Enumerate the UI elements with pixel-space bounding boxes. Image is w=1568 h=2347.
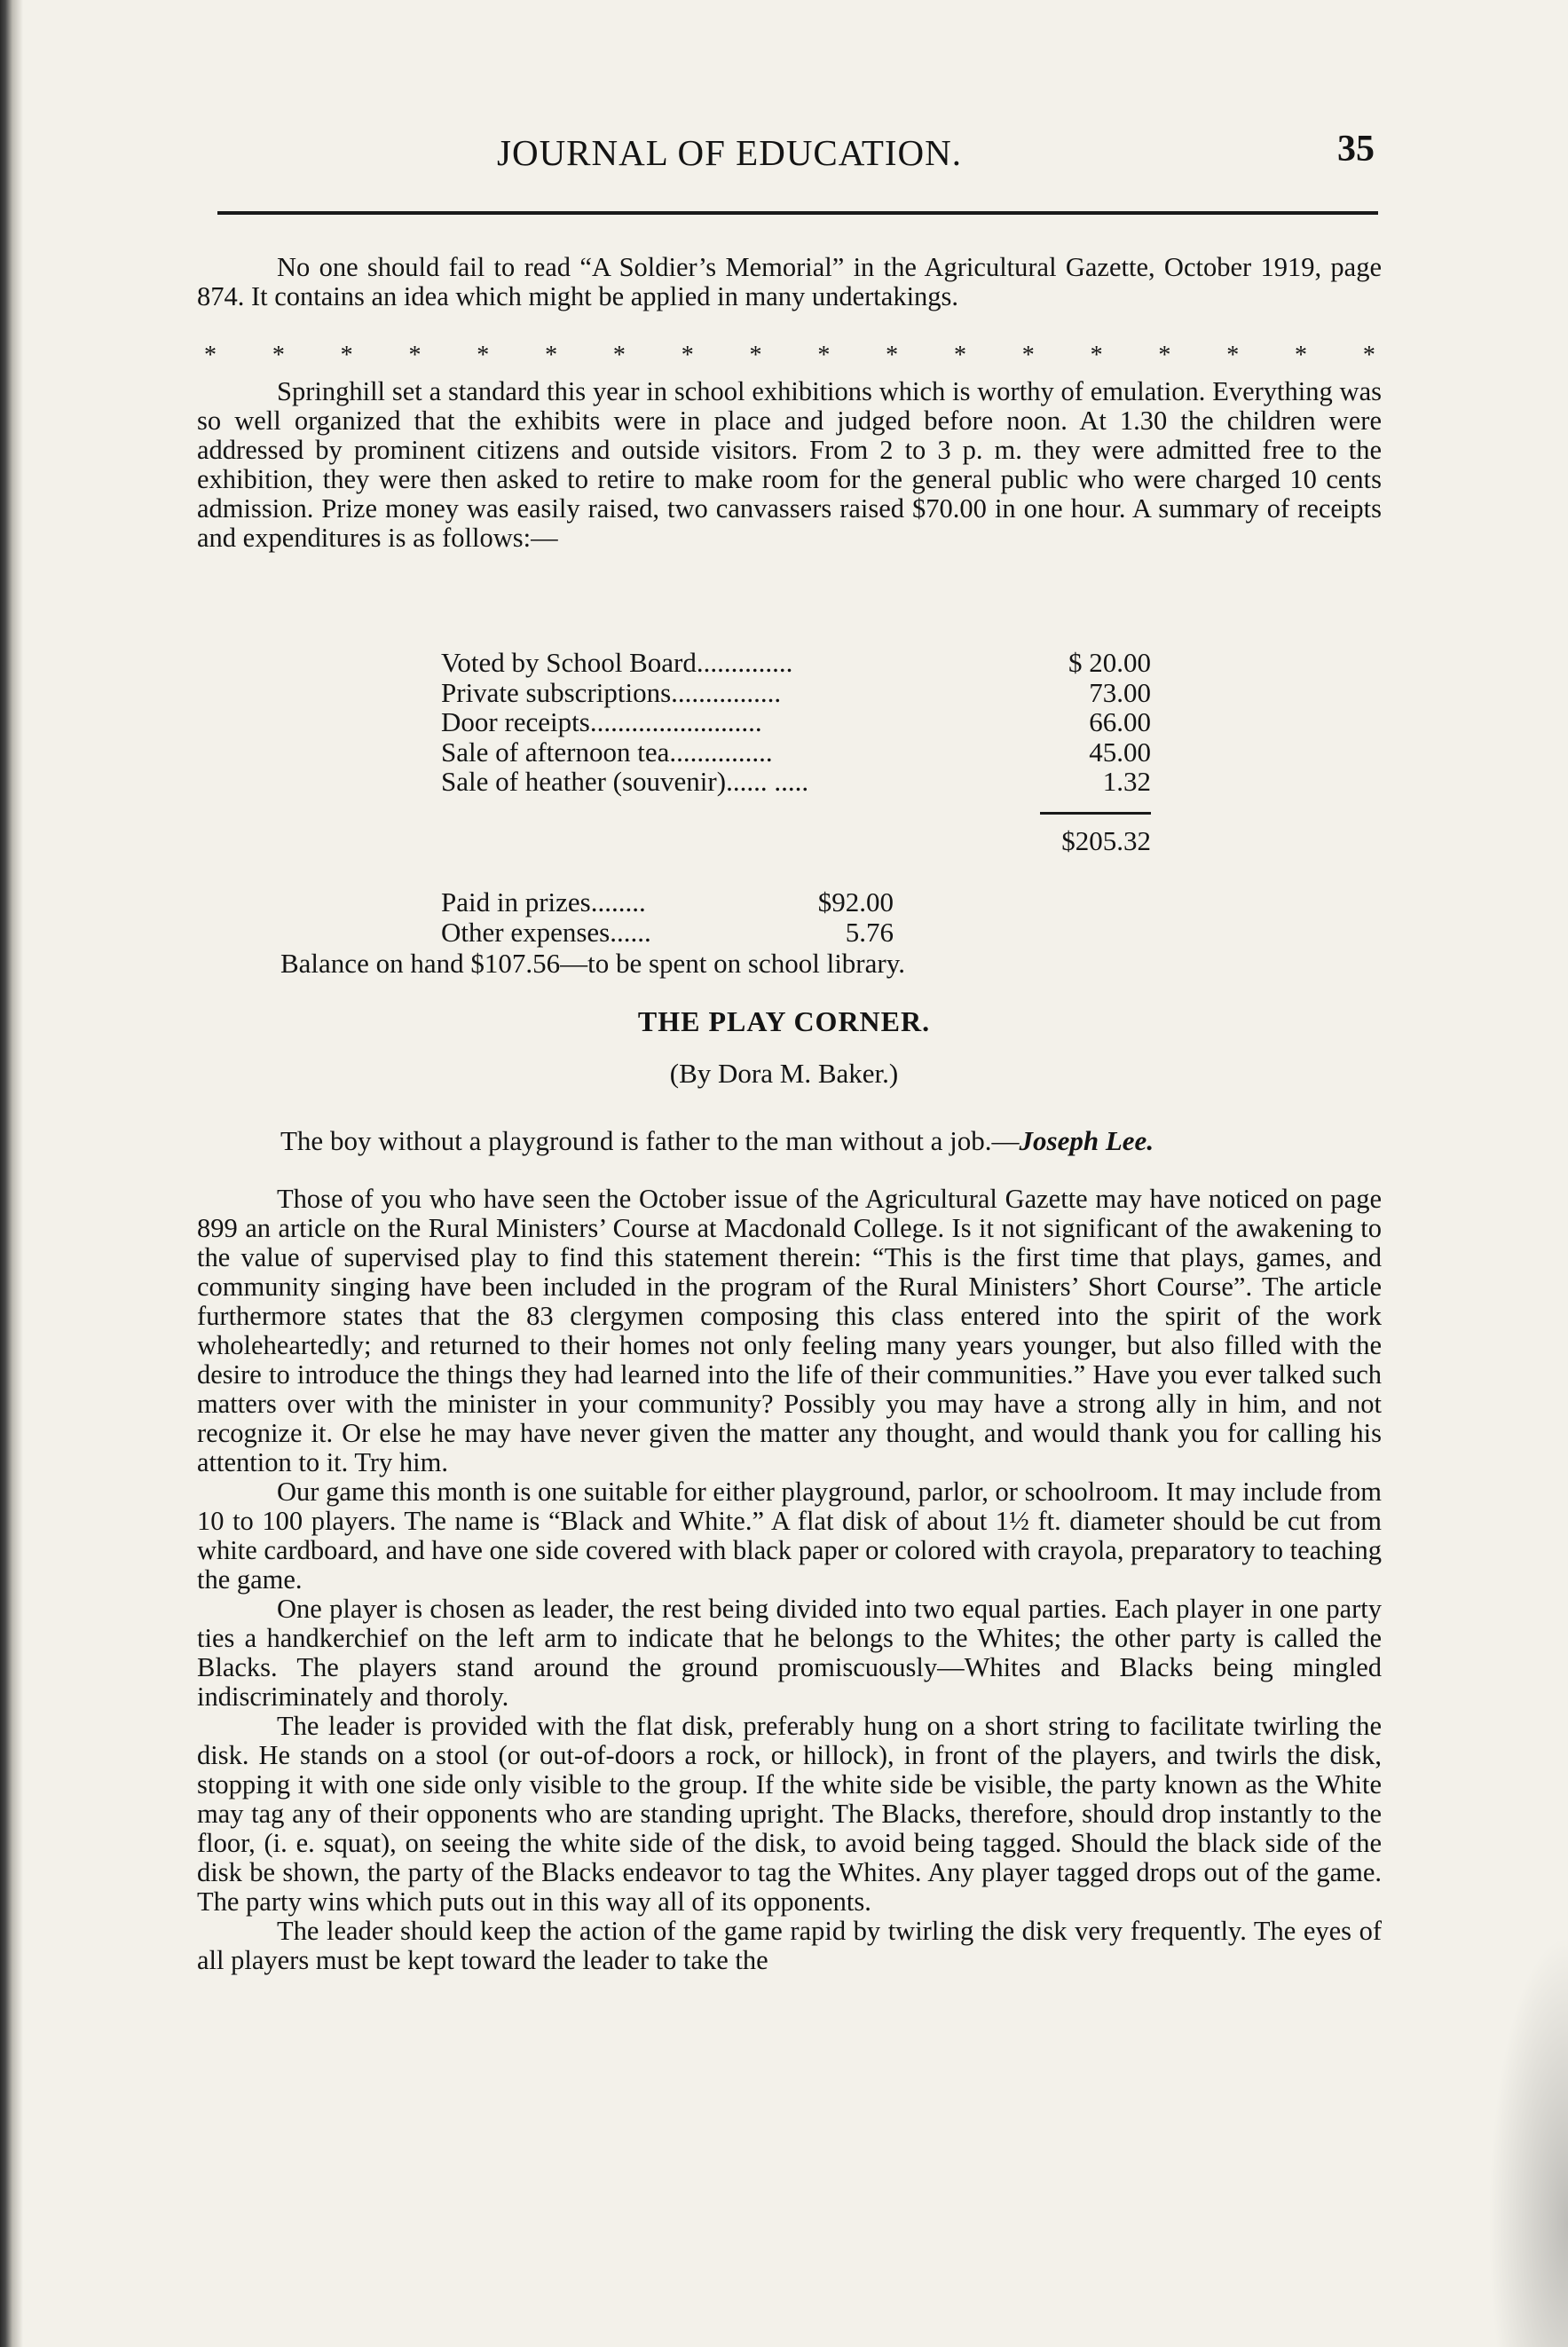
total-rule: [1040, 812, 1151, 815]
header-rule: [217, 211, 1378, 215]
receipt-amount: 73.00: [1089, 676, 1151, 708]
receipt-label: Door receipts.........................: [441, 706, 762, 737]
body-paragraph: The leader is provided with the flat disk, preferably hung on a short string to facilitate twirling the disk. He stands on a stool (or out-of-doors a rock, or hillock), in front of the players, and twirls the disk, stopping it with one side only visible to the group. If the white side be visible, the party known as the White may tag any of their opponents who are standing upright. The Blacks, therefore, should drop instantly to the floor, (i. e. squat), on seeing the white side of the disk, to avoid being tagged. Should the black side of the disk be shown, the party of the Blacks endeavor to tag the Whites. Any player tagged drops out of the game. The party wins which puts out in this way all of its opponents.: [197, 1711, 1382, 1917]
page-binding-edge: [0, 0, 23, 2347]
expenditure-row: [441, 918, 894, 948]
receipt-amount: $ 20.00: [1068, 647, 1151, 678]
asterisk: *: [204, 342, 217, 369]
asterisk: *: [545, 342, 558, 369]
receipt-amount: 66.00: [1089, 706, 1151, 737]
asterisk: *: [1295, 342, 1307, 369]
asterisk: *: [817, 342, 831, 369]
receipt-amount: 1.32: [1102, 766, 1151, 797]
receipt-row: [441, 767, 1151, 797]
expenditure-row: [441, 887, 894, 918]
play-corner-body: [197, 1185, 1382, 1975]
epigraph-text: The boy without a playground is father to the man without a job.—: [280, 1125, 1020, 1156]
receipt-row: [441, 737, 1151, 768]
asterisk: *: [1362, 342, 1375, 369]
springhill-section: [197, 377, 1382, 553]
receipt-row: [441, 707, 1151, 737]
asterisk: *: [340, 342, 353, 369]
receipt-label: Sale of afternoon tea...............: [441, 736, 773, 768]
springhill-paragraph: Springhill set a standard this year in school exhibitions which is worthy of emulation. Everything was so well organized that the exhibits were in place and judged before noon. At 1.30 the children were addressed by prominent citizens and outside visitors. From 2 to 3 p. m. they were admitted free to the exhibition, they were then asked to retire to make room for the general public who were charged 10 cents admission. Prize money was easily raised, two canvassers raised $70.00 in one hour. A summary of receipts and expenditures is as follows:—: [197, 376, 1382, 553]
running-header: JOURNAL OF EDUCATION.: [497, 132, 963, 173]
receipt-label: Sale of heather (souvenir)...... .....: [441, 766, 809, 797]
body-paragraph: Our game this month is one suitable for either playground, parlor, or schoolroom. It may include from 10 to 100 players. The name is “Black and White.” A flat disk of about 1½ ft. diameter should be cut from white cardboard, and have one side covered with black paper or colored with crayola, preparatory to teaching the game.: [197, 1477, 1382, 1595]
receipt-label: Voted by School Board..............: [441, 647, 793, 678]
receipt-amount: 45.00: [1089, 736, 1151, 768]
balance-line: Balance on hand $107.56—to be spent on school library.: [280, 948, 905, 979]
asterisk: *: [1158, 342, 1171, 369]
receipt-row: [441, 678, 1151, 708]
expenditure-label: Other expenses......: [441, 916, 651, 948]
epigraph-author: Joseph Lee.: [1019, 1125, 1154, 1156]
expenditures-table: [441, 887, 894, 947]
receipts-total: $205.32: [1061, 825, 1151, 856]
asterisk-separator: [204, 342, 1375, 370]
receipt-label: Private subscriptions................: [441, 676, 782, 708]
asterisk: *: [953, 342, 966, 369]
asterisk: *: [1090, 342, 1103, 369]
asterisk: *: [408, 342, 422, 369]
section-title: THE PLAY CORNER.: [637, 1005, 931, 1037]
asterisk: *: [886, 342, 899, 369]
receipt-row: [441, 648, 1151, 678]
page-number: 35: [1337, 129, 1375, 169]
intro-paragraph: No one should fail to read “A Soldier’s Memorial” in the Agricultural Gazette, October 1919, page 874. It contains an idea which might be applied in many undertakings.: [197, 252, 1382, 311]
asterisk: *: [612, 342, 626, 369]
asterisk: *: [477, 342, 490, 369]
expenditure-amount: 5.76: [845, 916, 894, 948]
expenditure-amount: $92.00: [817, 886, 894, 918]
intro-section: [197, 253, 1382, 311]
asterisk: *: [1226, 342, 1240, 369]
body-paragraph: Those of you who have seen the October issue of the Agricultural Gazette may have noticed on page 899 an article on the Rural Ministers’ Course at Macdonald College. Is it not significant of the awakening to the value of supervised play to find this statement therein: “This is the first time that plays, games, and community singing have been included in the program of the Rural Ministers’ Short Course”. The article furthermore states that the 83 clergymen composing this class entered into the spirit of the work wholeheartedly; and returned to their homes not only feeling many years younger, but also filled with the desire to introduce the things they had learned into the life of their communities.” Have you ever talked such matters over with the minister in your community? Possibly you may have a strong ally in him, and not recognize it. Or else he may have never given the matter any thought, and would thank you for calling his attention to it. Try him.: [197, 1184, 1382, 1477]
epigraph: [280, 1125, 1154, 1157]
asterisk: *: [681, 342, 694, 369]
asterisk: *: [1021, 342, 1035, 369]
page-scan-shadow: [1488, 1934, 1568, 2347]
asterisk: *: [749, 342, 762, 369]
byline: (By Dora M. Baker.): [669, 1058, 899, 1089]
receipts-table: [441, 648, 1151, 797]
expenditure-label: Paid in prizes........: [441, 886, 646, 918]
body-paragraph: The leader should keep the action of the game rapid by twirling the disk very frequently. The eyes of all players must be kept toward the leader to take the: [197, 1916, 1382, 1975]
body-paragraph: One player is chosen as leader, the rest being divided into two equal parties. Each player in one party ties a handkerchief on the left arm to indicate that he belongs to the Whites; the other party is called the Blacks. The players stand around the ground promiscuously—Whites and Blacks being mingled indiscriminately and thoroly.: [197, 1594, 1382, 1712]
asterisk: *: [272, 342, 285, 369]
